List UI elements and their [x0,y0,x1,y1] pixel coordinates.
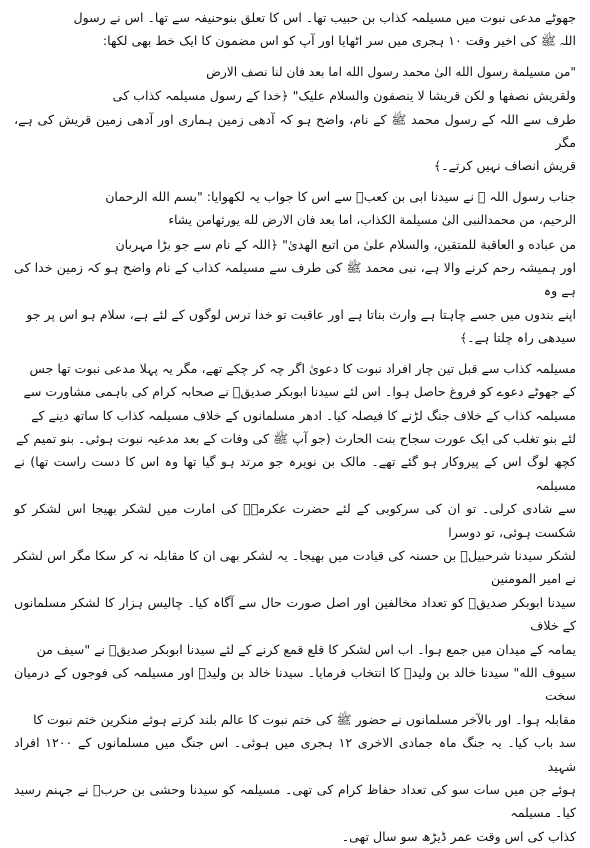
text-line: مسیلمہ کذاب کے خلاف جنگ لڑنے کا فیصلہ کیا۔ ادھر مسلمانوں کے خلاف مسیلمہ کذاب کا ساتھ دینے کے [31,407,576,423]
text-line: اللہ ﷺ کی اخیر وقت ۱۰ ہجری میں سر اٹھایا اور آپ کو اس مضمون کا ایک خط بھی لکھا: [102,33,576,49]
paragraph-musaylima-letter [14,60,576,178]
text-line: کچھ لوگ اس کے پیروکار ہو گئے تھے۔ مالک بن نویرہ جو مرتد ہو گیا تھا وہ اس کا دست راست تھا) نے مسیلمہ [14,454,576,493]
text-line: لئے بنو تغلب کی ایک عورت سجاح بنت الحارث (جو آپ ﷺ کی وفات کے بعد مدعیہ نبوت ہوئی۔ بنو تمیم کے [15,430,576,446]
text-line: ولقریش نصفها و لکن قریشا لا ینصفون والسلام علیک" ﴿خدا کے رسول مسیلمہ کذاب کی [112,88,576,104]
text-line: مسیلمہ کذاب سے قبل تین چار افراد نبوت کا دعویٰ اگر چہ کر چکے تھے، مگر یہ پہلا مدعی نبوت تھا جس [29,360,576,376]
text-line: جناب رسول اللہ ﷺ نے سیدنا ابی بن کعبؓ سے اس کا جواب یہ لکھوایا: "بسم الله الرحمان [105,188,576,204]
text-line: سیوف الله" سیدنا خالد بن ولیدؓ کا انتخاب فرمایا۔ سیدنا خالد بن ولیدؓ اور مسیلمہ کی فوجوں کے درمیان سخت [14,664,576,704]
text-line: یمامہ کے میدان میں جمع ہوا۔ اب اس لشکر کا قلع قمع کرنے کے لئے سیدنا ابوبکر صدیقؓ نے "سیف من [36,641,576,657]
text-line: من عباده و العاقبة للمتقین، والسلام علیٰ من اتبع الهدیٰ" ﴿اللہ کے نام سے جو بڑا مہربان [115,236,576,252]
text-line: ہوئے جن میں سات سو کی تعداد حفاظ کرام کی تھی۔ مسیلمہ کو سیدنا وحشی بن حربؓ نے جہنم رسید کیا۔ مسیلمہ [14,782,576,821]
text-line: سیدنا ابوبکر صدیقؓ کو تعداد مخالفین اور اصل صورت حال سے آگاہ کیا۔ چالیس ہزار کا لشکر مسلمانوں کے خلاف [14,594,576,634]
text-line: سے شادی کرلی۔ تو ان کی سرکوبی کے لئے حضرت عکرمہؓ کی امارت میں لشکر بھیجا اس لشکر کو شکست ہوئی، تو دوسرا [14,501,576,540]
arabic-quote-line: الرحیم، من محمدالنبی الیٰ مسیلمة الکذاب، اما بعد فان الارض لله یورثهامن یشاء [168,213,576,228]
text-line: قریش انصاف نہیں کرتے۔﴾ [433,158,576,174]
text-line: سد باب کیا۔ یہ جنگ ماہ جمادی الاخری ۱۲ ہجری میں ہوئی۔ اس جنگ میں مسلمانوں کے ۱۲۰۰ افراد شہید [14,735,577,774]
text-line: کذاب کی اس وقت عمر ڈیڑھ سو سال تھی۔ [341,828,576,844]
paragraph-intro [14,6,576,53]
paragraph-battle-of-yamama [14,357,576,848]
text-line: مقابلہ ہوا۔ اور بالآخر مسلمانوں نے حضور ﷺ کی ختم نبوت کا عالم بلند کرتے ہوئے منکرین ختم نبوت کا [33,711,576,727]
text-line: سیدھی راہ چلتا ہے۔﴾ [459,330,576,346]
paragraph-prophet-reply [14,185,576,350]
arabic-quote-line: "من مسیلمة رسول الله الیٰ محمد رسول الله اما بعد فان لنا نصف الارض [206,64,576,79]
text-line: جھوٹے مدعی نبوت میں مسیلمہ کذاب بن حبیب تھا۔ اس کا تعلق بنوحنیفہ سے تھا۔ اس نے رسول [73,10,576,25]
text-line: اور ہمیشہ رحم کرنے والا ہے، نبی محمد ﷺ کی طرف سے مسیلمہ کذاب کے نام واضح ہو کہ زمین خدا کی ہے وہ [14,260,576,299]
text-line: طرف سے اللہ کے رسول محمد ﷺ کے نام، واضح ہو کہ آدھی زمین ہماری اور آدھی زمین قریش کی ہے، مگر [14,111,576,151]
text-line: اپنے بندوں میں جسے چاہتا ہے وارث بناتا ہے اور عاقبت تو خدا ترس لوگوں کے لئے ہے، سلام ہو اس پر جو [26,306,576,322]
text-line: کے جھوٹے دعوے کو فروغ حاصل ہوا۔ اس لئے سیدنا ابوبکر صدیقؓ نے صحابہ کرام کی باہمی مشاورت سے [23,384,576,400]
text-line: لشکر سیدنا شرحبیلؓ بن حسنہ کی قیادت میں بھیجا۔ یہ لشکر بھی ان کا مقابلہ نہ کر سکا مگر اس لشکر نے امیر المومنین [14,547,576,587]
